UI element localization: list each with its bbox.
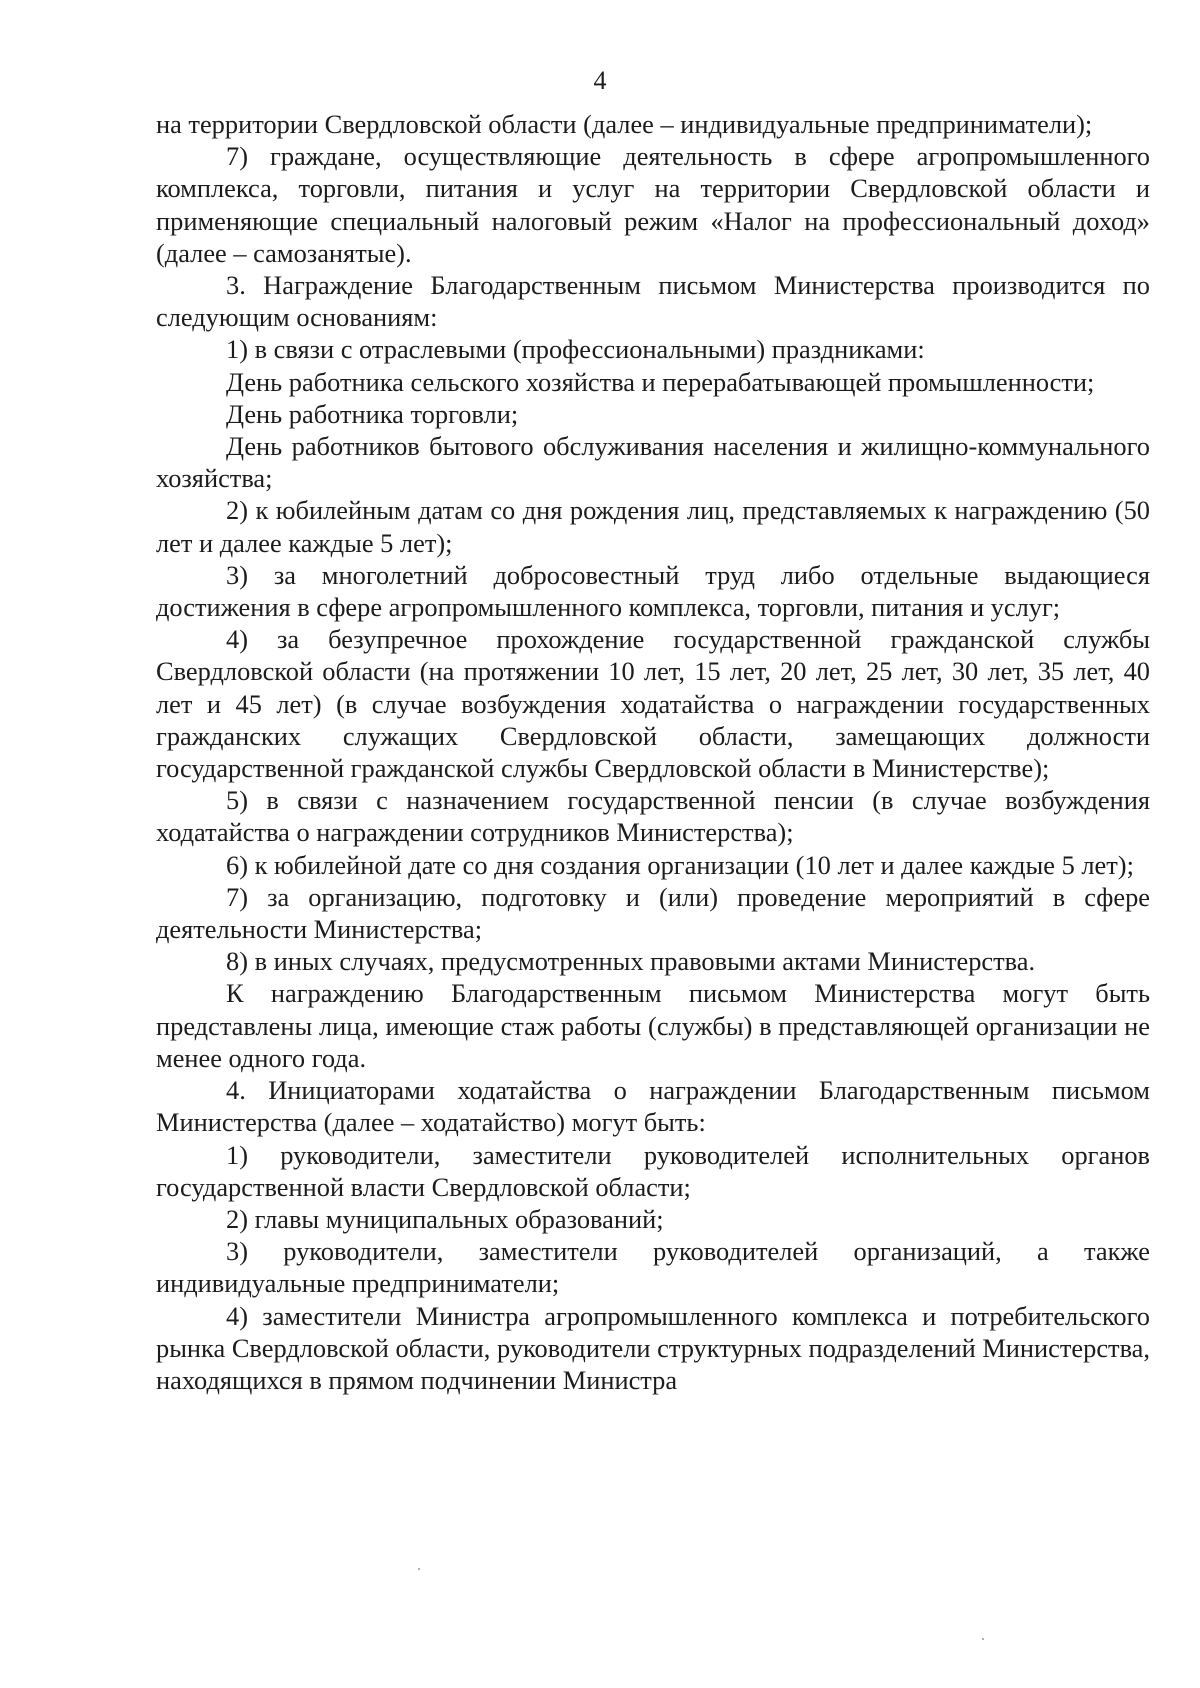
paragraph: 3) за многолетний добросовестный труд либо отдельные выдающиеся достижения в сфере агропромышленного комплекса, торговли, питания и услуг; xyxy=(156,559,1150,623)
paragraph: на территории Свердловской области (далее – индивидуальные предприниматели); xyxy=(156,109,1093,139)
page-number: 4 xyxy=(593,66,607,95)
paragraph: 3) руководители, заместители руководителей организаций, а также индивидуальные предприниматели; xyxy=(156,1236,1150,1299)
paragraph: 6) к юбилейной дате со дня создания организации (10 лет и далее каждые 5 лет); xyxy=(226,849,1134,880)
paragraph: День работников бытового обслуживания населения и жилищно-коммунального хозяйства; xyxy=(156,431,1150,494)
paragraph: День работника сельского хозяйства и перерабатывающей промышленности; xyxy=(226,366,1095,397)
paragraph: К награждению Благодарственным письмом Министерства могут быть представлены лица, имеющие стаж работы (службы) в представляющей организации не менее одного года. xyxy=(156,978,1150,1073)
paragraph: 7) граждане, осуществляющие деятельность в сфере агропромышленного комплекса, торговли, питания и услуг на территории Свердловской области и применяющие специальный налоговый режим «Налог на профессиональный доход» (далее – самозанятые). xyxy=(156,141,1150,268)
scan-speck xyxy=(982,1638,984,1640)
document-body xyxy=(156,108,1150,1396)
paragraph: 5) в связи с назначением государственной пенсии (в случае возбуждения ходатайства о награждении сотрудников Министерства); xyxy=(156,785,1150,848)
paragraph: 2) главы муниципальных образований; xyxy=(226,1203,664,1234)
paragraph: 4. Инициаторами ходатайства о награждении Благодарственным письмом Министерства (далее – ходатайство) могут быть: xyxy=(156,1075,1150,1138)
paragraph: День работника торговли; xyxy=(226,398,519,429)
paragraph: 2) к юбилейным датам со дня рождения лиц, представляемых к награждению (50 лет и далее каждые 5 лет); xyxy=(156,495,1150,558)
paragraph: 4) за безупречное прохождение государственной гражданской службы Свердловской области (на протяжении 10 лет, 15 лет, 20 лет, 25 лет, 30 лет, 35 лет, 40 лет и 45 лет) (в случае возбуждения ходатайства о награждении государственных гражданских служащих Свердловской области, замещающих должности государственной гражданской службы Свердловской области в Министерстве); xyxy=(156,624,1150,784)
paragraph: 1) в связи с отраслевыми (профессиональными) праздниками: xyxy=(226,334,925,365)
paragraph: 3. Награждение Благодарственным письмом Министерства производится по следующим основаниям: xyxy=(156,270,1150,333)
paragraph: 4) заместители Министра агропромышленного комплекса и потребительского рынка Свердловской области, руководители структурных подразделений Министерства, находящихся в прямом подчинении Министра xyxy=(156,1300,1150,1395)
paragraph: 7) за организацию, подготовку и (или) проведение мероприятий в сфере деятельности Министерства; xyxy=(156,881,1150,945)
scan-speck xyxy=(418,1568,420,1570)
paragraph: 8) в иных случаях, предусмотренных правовыми актами Министерства. xyxy=(226,946,1036,977)
paragraph: 1) руководители, заместители руководителей исполнительных органов государственной власти Свердловской области; xyxy=(156,1139,1150,1202)
